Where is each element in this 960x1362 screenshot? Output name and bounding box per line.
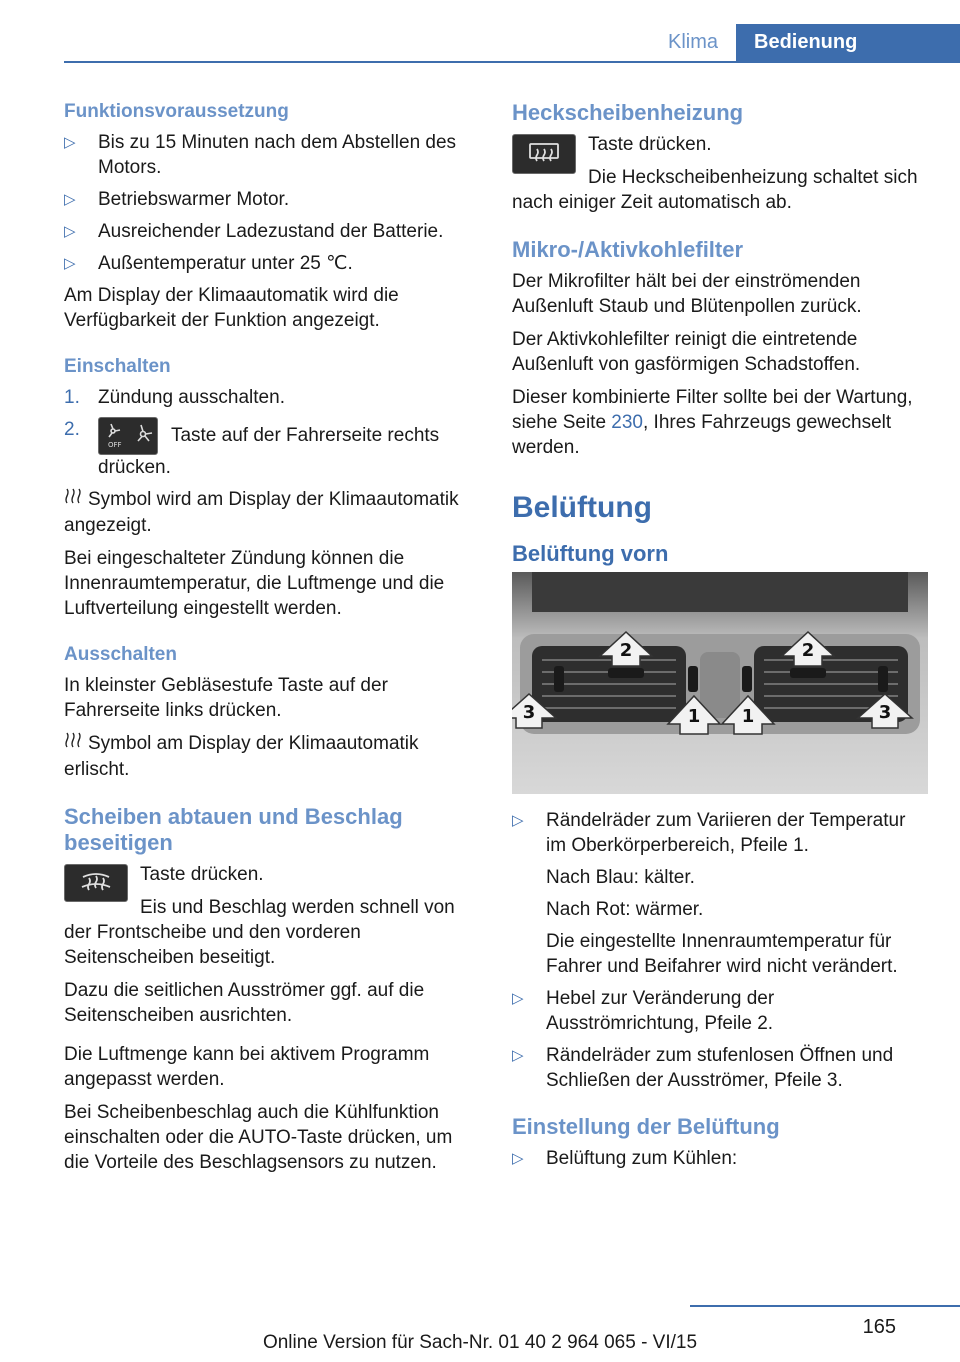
einstellung-list xyxy=(512,1146,930,1171)
list-item: ▷ Betriebswarmer Motor. xyxy=(64,187,480,212)
list-item-text: ▷ Rändelräder zum Variieren der Temperatur im Oberkörperbereich, Pfeile 1. xyxy=(546,810,906,856)
abtauen-block xyxy=(64,862,480,978)
right-column xyxy=(512,100,930,1178)
heat-waves-icon xyxy=(64,487,82,513)
footer-text: Online Version für Sach-Nr. 01 40 2 964 065 - VI/15 xyxy=(262,1332,698,1353)
residual-heat-button-icon xyxy=(98,417,158,455)
filter-p3 xyxy=(512,385,930,460)
step-number: 1. xyxy=(64,387,80,408)
front-vents-photo xyxy=(512,572,928,794)
funktionsvoraussetzung-heading: Funktionsvoraussetzung xyxy=(64,101,289,122)
figure-label: 3 xyxy=(522,702,536,723)
page-number: 165 xyxy=(862,1316,896,1338)
symbol-text: Symbol wird am Display der Klimaautomatik angezeigt. xyxy=(64,489,459,536)
ausschalten-symbol-line xyxy=(64,731,480,782)
left-column xyxy=(64,100,480,1183)
abtauen-note-3: Bei Scheibenbeschlag auch die Kühlfunktion einschalten oder die AUTO-Taste drücken, um die Vorteile des Beschlagsensors zu nutzen. xyxy=(64,1102,453,1173)
filter-p2: Der Aktivkohlefilter reinigt die eintretende Außenluft von gasförmigen Schadstoffen. xyxy=(512,329,861,375)
abtauen-heading: Scheiben abtauen und Beschlag beseitigen xyxy=(64,804,403,855)
filter-p3-pre: Dieser kombinierte Filter sollte bei der Wartung, siehe Seite xyxy=(512,387,913,433)
filter-heading: Mikro-/Aktivkohlefilter xyxy=(512,237,744,262)
ausschalten-heading: Ausschalten xyxy=(64,644,177,665)
filter-p3-post: , Ihres Fahrzeugs gewechselt werden. xyxy=(512,412,892,458)
step-item xyxy=(64,417,480,480)
belueftung-vorn-list xyxy=(512,808,930,1093)
list-item: ▷ Hebel zur Veränderung der Ausströmrichtung, Pfeile 2. xyxy=(512,986,930,1036)
page-link-230[interactable]: 230 xyxy=(611,412,643,433)
funktionsvoraussetzung-list xyxy=(64,130,480,276)
figure-label: 1 xyxy=(741,706,755,727)
step-item xyxy=(64,385,480,410)
figure-label: 2 xyxy=(801,640,815,661)
list-item: ▷ Ausreichender Ladezustand der Batterie. xyxy=(64,219,480,244)
list-item: ▷ Rändelräder zum stufenlosen Öffnen und Schließen der Ausströmer, Pfeile 3. xyxy=(512,1043,930,1093)
symbol-text: Symbol am Display der Klimaautomatik erlischt. xyxy=(64,733,419,780)
heat-waves-icon xyxy=(64,731,82,757)
list-item-text: Nach Blau: kälter. xyxy=(546,867,695,888)
heck-btn-text: Taste drücken. xyxy=(588,134,712,155)
list-item: ▷ Außentemperatur unter 25 ℃. xyxy=(64,251,480,276)
heck-text: Die Heckscheibenheizung schaltet sich nach einiger Zeit automatisch ab. xyxy=(512,167,918,213)
abtauen-note-2: Die Luftmenge kann bei aktivem Programm angepasst werden. xyxy=(64,1044,430,1090)
list-item: ▷ Bis zu 15 Minuten nach dem Abstellen des Motors. xyxy=(64,130,480,180)
einschalten-heading: Einschalten xyxy=(64,356,171,377)
figure-label: 2 xyxy=(619,640,633,661)
list-item xyxy=(512,808,930,979)
list-item-text: Die eingestellte Innenraumtemperatur für Fahrer und Beifahrer wird nicht verändert. xyxy=(546,931,898,977)
header-rule xyxy=(64,61,960,63)
abtauen-text: Eis und Beschlag werden schnell von der Frontscheibe und den vorderen Seitenscheiben beseitigt. xyxy=(64,897,455,968)
funktion-note: Am Display der Klimaautomatik wird die Verfügbarkeit der Funktion angezeigt. xyxy=(64,285,399,331)
header-tab-bedienung[interactable]: Bedienung xyxy=(736,24,960,61)
list-item-text: Nach Rot: wärmer. xyxy=(546,899,704,920)
abtauen-btn-text: Taste drücken. xyxy=(140,864,264,885)
belueftung-heading: Belüftung xyxy=(512,491,652,524)
ausschalten-text: In kleinster Gebläsestufe Taste auf der Fahrerseite links drücken. xyxy=(64,675,388,721)
heckscheibenheizung-heading: Heckscheibenheizung xyxy=(512,100,744,125)
heck-block xyxy=(512,132,930,223)
figure-label: 1 xyxy=(687,706,701,727)
header-tab-klima[interactable]: Klima xyxy=(667,31,718,53)
front-defrost-button-icon xyxy=(64,864,128,902)
list-item: ▷ Belüftung zum Kühlen: xyxy=(512,1146,930,1171)
footer-rule xyxy=(690,1305,960,1307)
einschalten-note: Bei eingeschalteter Zündung können die Innenraumtemperatur, die Luftmenge und die Luftverteilung eingestellt werden. xyxy=(64,548,445,619)
belueftung-vorn-heading: Belüftung vorn xyxy=(512,541,669,566)
step-number: 2. xyxy=(64,419,80,440)
rear-defrost-button-icon xyxy=(512,134,576,174)
abtauen-note-1: Dazu die seitlichen Ausströmer ggf. auf die Seitenscheiben ausrichten. xyxy=(64,980,425,1026)
figure-label: 3 xyxy=(878,702,892,723)
einschalten-steps xyxy=(64,385,480,480)
einstellung-heading: Einstellung der Belüftung xyxy=(512,1114,780,1139)
einschalten-symbol-line xyxy=(64,487,480,538)
step-text: Taste auf der Fahrerseite rechts drücken. xyxy=(98,425,440,478)
step-text: Zündung ausschalten. xyxy=(98,387,285,408)
button-off-label: OFF xyxy=(108,441,122,449)
filter-p1: Der Mikrofilter hält bei der einströmenden Außenluft Staub und Blütenpollen zurück. xyxy=(512,271,862,317)
